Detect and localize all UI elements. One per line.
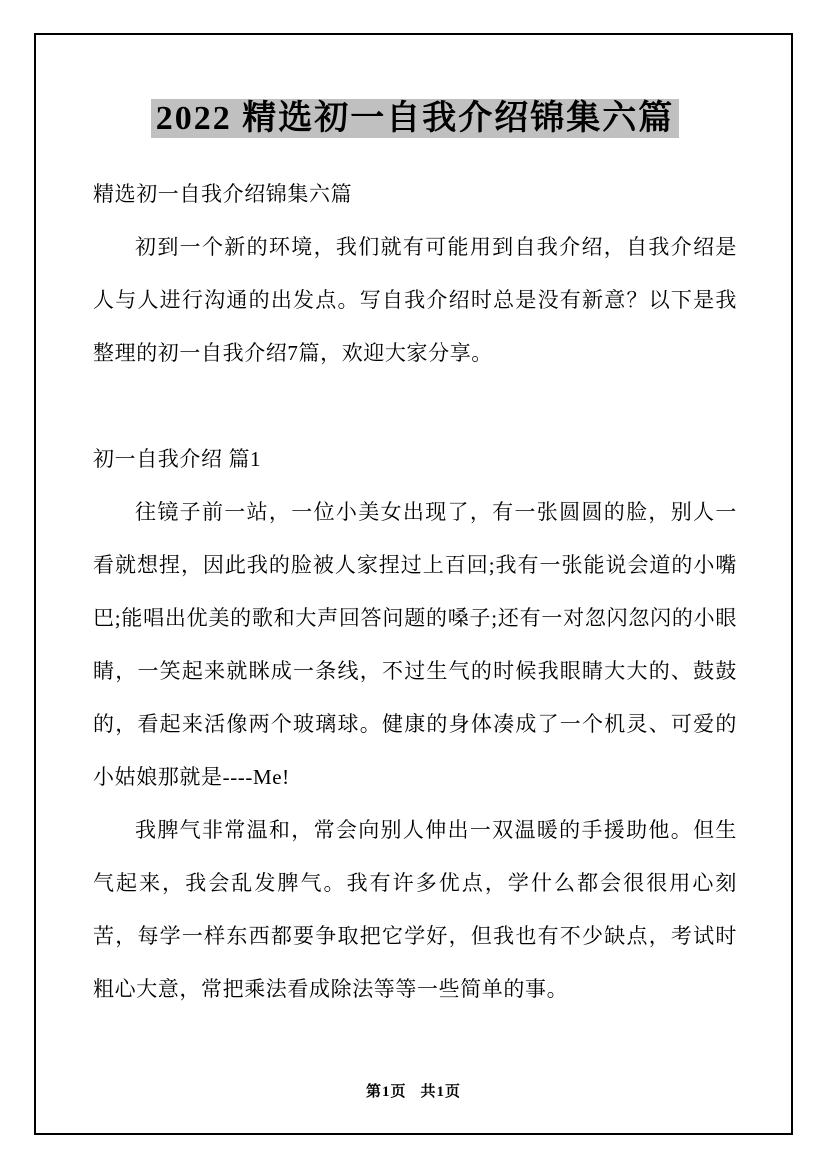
intro-paragraph: 初到一个新的环境，我们就有可能用到自我介绍，自我介绍是人与人进行沟通的出发点。写自我介绍时总是没有新意？以下是我整理的初一自我介绍7篇，欢迎大家分享。 [93, 235, 737, 365]
page-frame [34, 33, 793, 1135]
section-heading: 初一自我介绍 篇1 [93, 447, 262, 471]
document-title [93, 99, 737, 139]
body-paragraph: 我脾气非常温和，常会向别人伸出一双温暖的手援助他。但生气起来，我会乱发脾气。我有许多优点，学什么都会很很用心刻苦，每学一样东西都要争取把它学好，但我也有不少缺点，考试时粗心大意，常把乘法看成除法等等一些简单的事。 [93, 818, 737, 1001]
title-highlight: 2022 精选初一自我介绍锦集六篇 [151, 99, 680, 138]
page-footer [36, 1084, 791, 1100]
footer-page-number: 第1页 [365, 1084, 407, 1100]
body-paragraph: 往镜子前一站，一位小美女出现了，有一张圆圆的脸，别人一看就想捏，因此我的脸被人家捏过上百回;我有一张能说会道的小嘴巴;能唱出优美的歌和大声回答问题的嗓子;还有一对忽闪忽闪的小眼睛，一笑起来就眯成一条线，不过生气的时候我眼睛大大的、鼓鼓的，看起来活像两个玻璃球。健康的身体凑成了一个机灵、可爱的小姑娘那就是----Me! [93, 500, 737, 789]
footer-page-total: 共1页 [420, 1084, 462, 1100]
page-content [36, 99, 791, 1016]
document-subtitle: 精选初一自我介绍锦集六篇 [93, 182, 353, 206]
